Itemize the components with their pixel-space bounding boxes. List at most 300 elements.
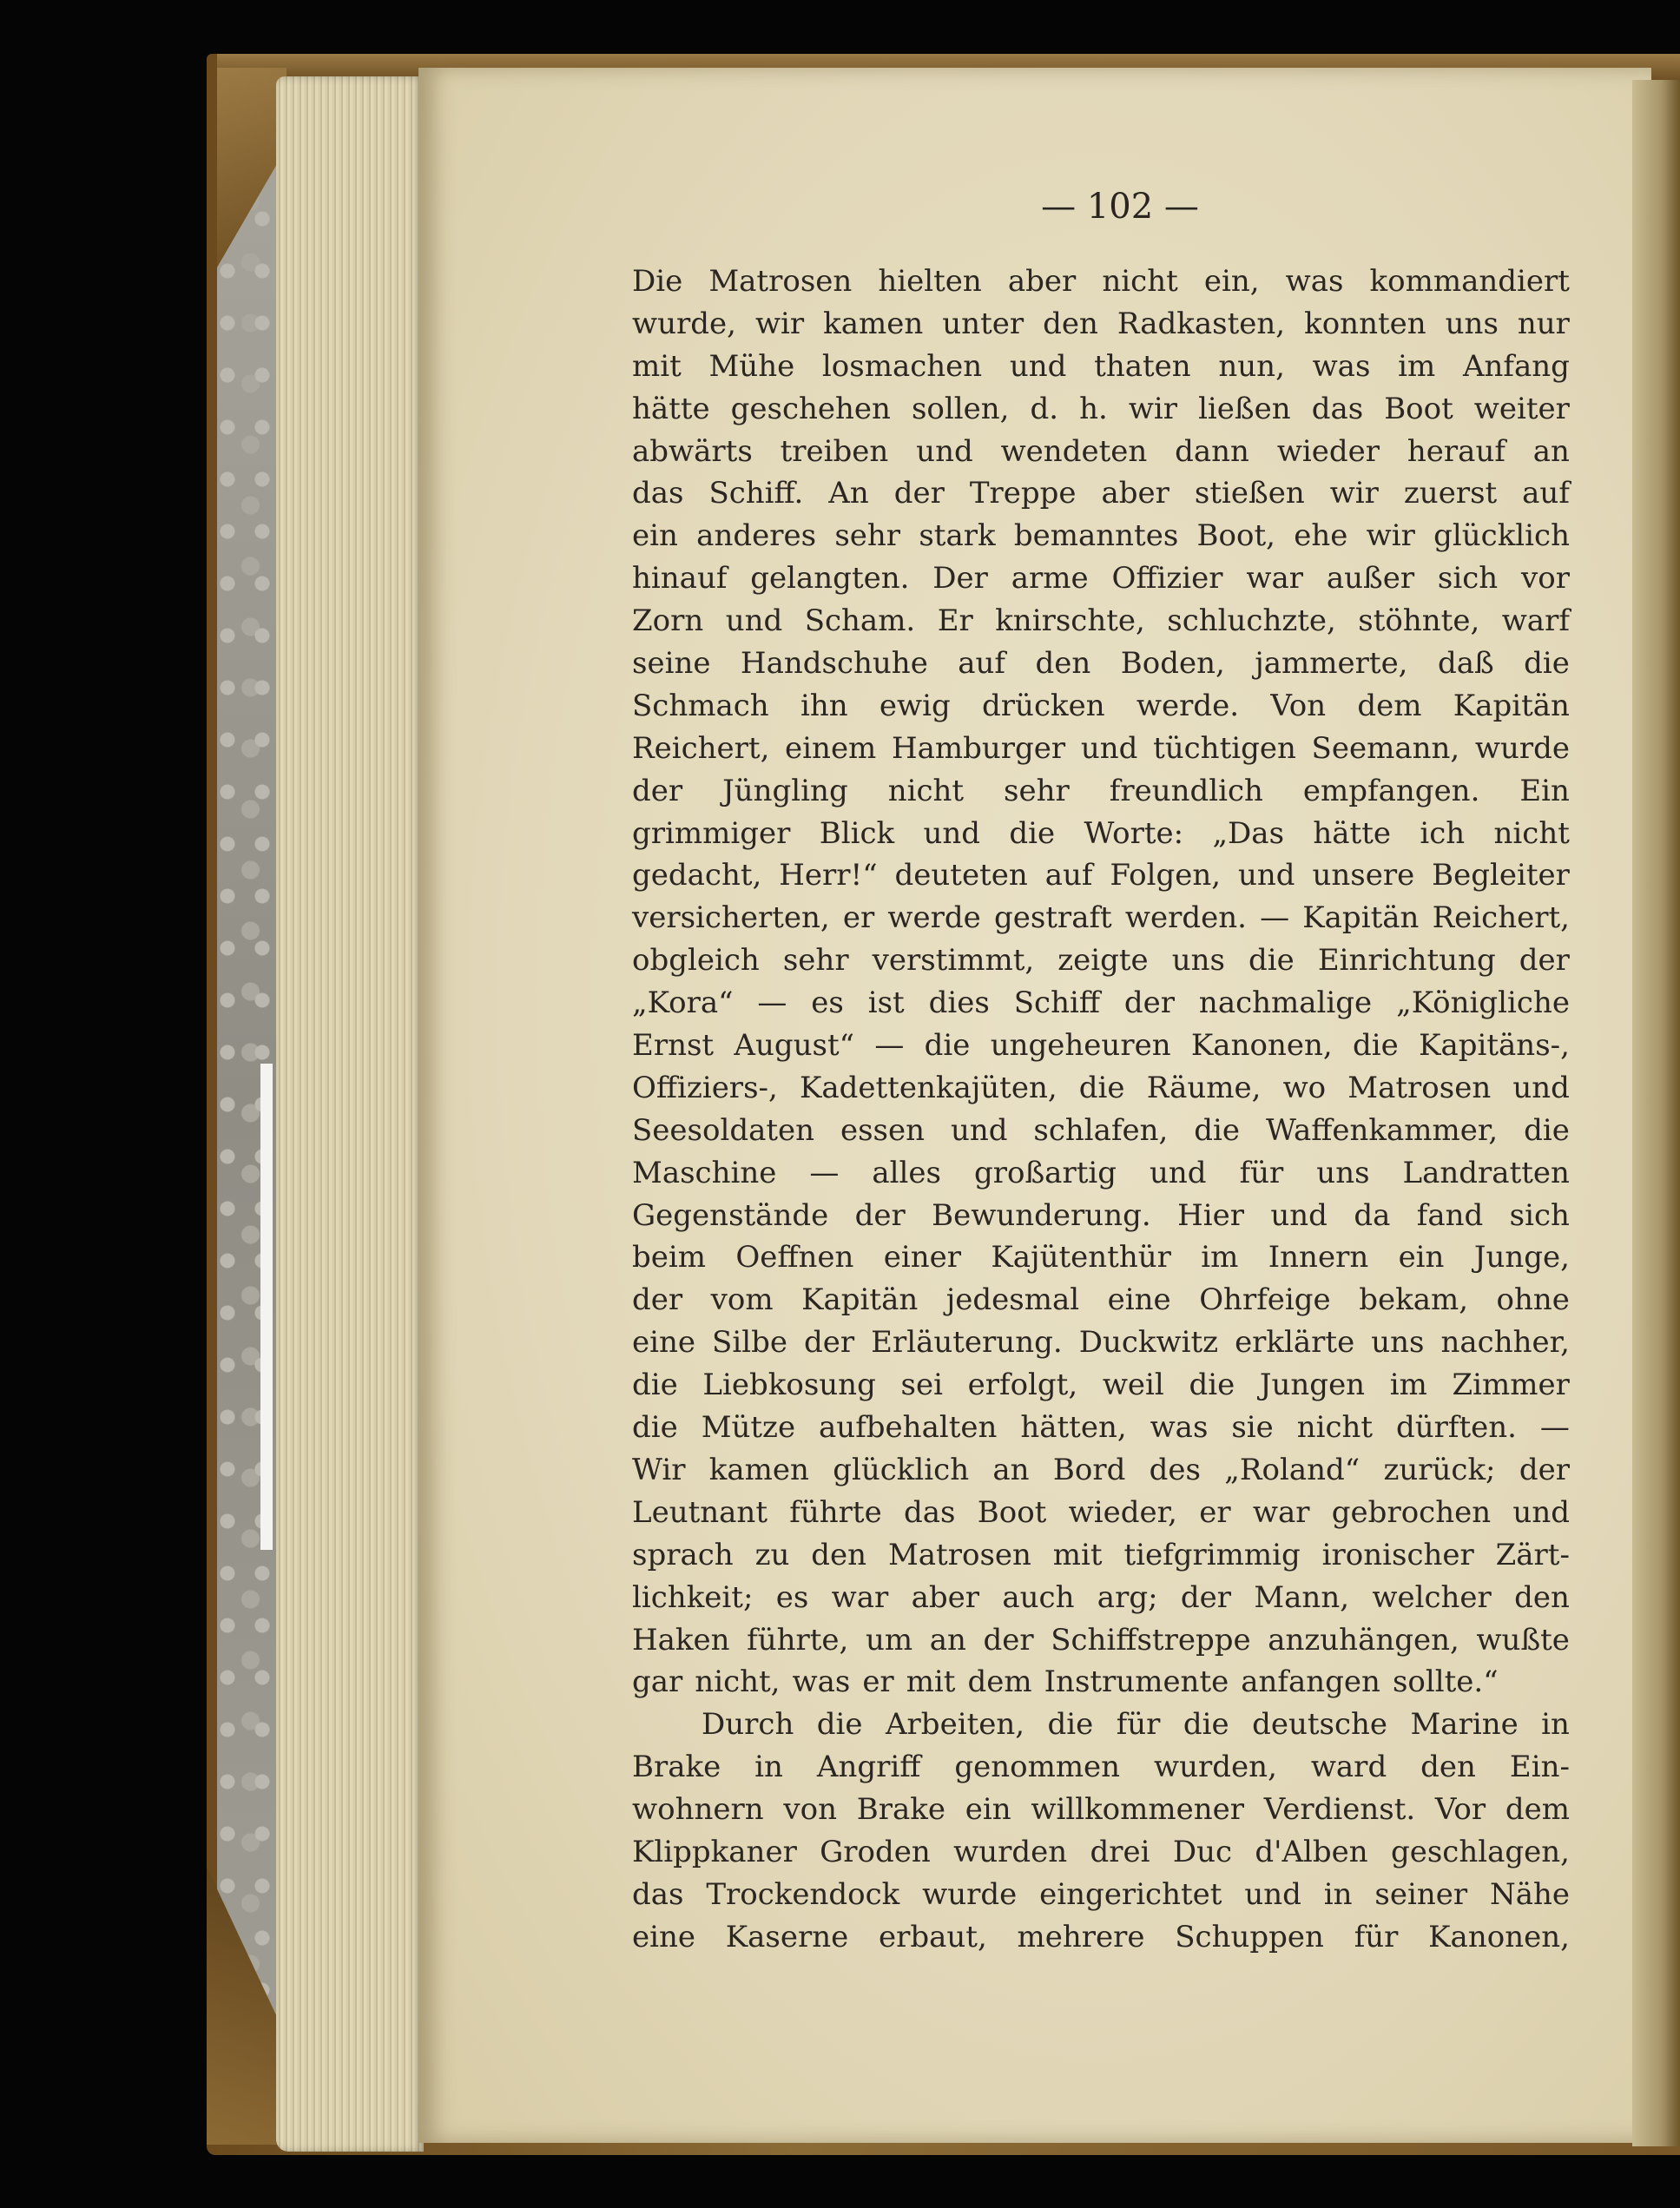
text-line (632, 1831, 1570, 1874)
word: d. (1030, 391, 1059, 426)
word: er (1199, 1494, 1231, 1530)
text-line (632, 1661, 1570, 1704)
word: nicht (1296, 1410, 1374, 1446)
word: für (1116, 1707, 1161, 1743)
word: sollen, (911, 391, 1010, 426)
word: einer (883, 1240, 962, 1275)
text-line (632, 1746, 1570, 1789)
word: Matrosen (1347, 1070, 1492, 1105)
word: die (1183, 1707, 1229, 1743)
word: August“ (734, 1028, 855, 1064)
word: sehr (834, 518, 901, 554)
text-line (632, 1874, 1570, 1916)
word: Zorn (632, 603, 704, 639)
word: an (929, 1622, 966, 1658)
word: das (632, 1876, 684, 1912)
word: was (1312, 348, 1371, 384)
word: es (811, 985, 844, 1021)
text-line (632, 1704, 1570, 1746)
word: Arbeiten, (886, 1707, 1025, 1743)
word: die (1189, 1368, 1235, 1403)
word: und (725, 603, 783, 639)
word: hielten (878, 264, 982, 299)
word: Kapitäns-, (1419, 1028, 1570, 1064)
word: Matrosen (708, 264, 853, 299)
word: wir (1329, 476, 1379, 511)
word: Brake (856, 1792, 945, 1828)
word: arg; (1097, 1579, 1158, 1615)
word: die (1524, 1112, 1570, 1148)
word: Erläuterung. (871, 1325, 1063, 1361)
word: der (632, 773, 683, 808)
word: im (1398, 348, 1436, 384)
word: Kapitän (801, 1282, 919, 1318)
word: vor (1521, 561, 1570, 596)
word: „Das (1212, 815, 1285, 851)
word: und (1009, 348, 1067, 384)
word: Leutnant (632, 1494, 768, 1530)
word: sich (1509, 1197, 1570, 1233)
text-line (632, 1916, 1570, 1959)
word: — (1539, 1410, 1570, 1446)
text-line (632, 303, 1570, 346)
word: glücklich (833, 1452, 970, 1487)
word: großartig (973, 1155, 1117, 1190)
word: drücken (982, 688, 1105, 723)
word: Durch (702, 1707, 794, 1743)
word: im (1201, 1240, 1239, 1275)
text-line (632, 431, 1570, 473)
word: von (783, 1792, 837, 1828)
word: und (916, 433, 973, 469)
word: zu (754, 1537, 790, 1572)
word: aber (1007, 264, 1077, 299)
text-line (632, 1322, 1570, 1364)
word: dem (1357, 688, 1422, 723)
word: Treppe (969, 476, 1077, 511)
word: dies (928, 985, 990, 1021)
word: nicht (1493, 815, 1570, 851)
word: Die (632, 264, 683, 299)
word: Radkasten, (1117, 306, 1286, 341)
text-line (632, 982, 1570, 1025)
word: Nähe (1489, 1876, 1570, 1912)
word: Ernst (632, 1028, 715, 1064)
word: hinauf (632, 561, 728, 596)
word: die (924, 1028, 971, 1064)
word: Innern (1268, 1240, 1369, 1275)
word: Räume, (1146, 1070, 1262, 1105)
word: weil (1102, 1368, 1164, 1403)
word: der (632, 1282, 683, 1318)
word: zeigte (1057, 943, 1149, 979)
word: Kapitän (1302, 900, 1420, 936)
word: anfangen (1241, 1664, 1380, 1700)
word: erklärte (1235, 1325, 1355, 1361)
word: empfangen. (1302, 773, 1480, 808)
word: beim (632, 1240, 706, 1275)
word: An (828, 476, 869, 511)
word: einem (785, 730, 877, 766)
word: ward (1310, 1750, 1387, 1785)
text-line (632, 643, 1570, 685)
word: wohnern (632, 1792, 764, 1828)
word: Ein- (1509, 1750, 1570, 1785)
word: die (632, 1368, 678, 1403)
word: unter (942, 306, 1024, 341)
word: mit (1052, 1537, 1103, 1572)
word: eine (632, 1919, 696, 1954)
word: Offizier (1111, 561, 1223, 596)
word: sehr (1004, 773, 1070, 808)
text-line (632, 1279, 1570, 1322)
word: ironischer (1321, 1537, 1474, 1572)
word: was (1150, 1410, 1209, 1446)
word: und (1080, 730, 1138, 766)
word: wendeten (1000, 433, 1148, 469)
word: welcher (1372, 1579, 1492, 1615)
word: den (1514, 1579, 1570, 1615)
word: Boden, (1120, 646, 1225, 682)
word: Anfang (1462, 348, 1570, 384)
word: Scham. (804, 603, 916, 639)
word: gar (632, 1664, 683, 1700)
word: Von (1270, 688, 1327, 723)
word: sollte.“ (1392, 1664, 1499, 1700)
word: thaten (1094, 348, 1191, 384)
word: ließen (1198, 391, 1291, 426)
word: nicht (887, 773, 965, 808)
word: werden. (1124, 900, 1247, 936)
word: er (842, 900, 875, 936)
word: der (983, 1622, 1034, 1658)
word: Landratten (1402, 1155, 1570, 1190)
word: ohne (1496, 1282, 1570, 1318)
word: die (1248, 943, 1295, 979)
text-line (632, 1492, 1570, 1534)
word: wo (1282, 1070, 1327, 1105)
word: uns (1445, 306, 1499, 341)
word: dürften. (1396, 1410, 1517, 1446)
word: des (1149, 1452, 1201, 1487)
word: ist (867, 985, 905, 1021)
word: treiben (780, 433, 889, 469)
word: nachmalige (1198, 985, 1373, 1021)
word: er (862, 1664, 894, 1700)
word: uns (1171, 943, 1225, 979)
word: arme (1011, 561, 1089, 596)
text-line (632, 1534, 1570, 1577)
word: Marine (1410, 1707, 1519, 1743)
word: dann (1175, 433, 1249, 469)
word: es (775, 1579, 809, 1615)
book-gutter (1632, 80, 1680, 2146)
word: anzuhängen, (1268, 1622, 1459, 1658)
text-line (632, 897, 1570, 939)
word: wir (1366, 518, 1415, 554)
word: uns (1316, 1155, 1370, 1190)
word: Einrichtung (1317, 943, 1496, 979)
word: stießen (1194, 476, 1305, 511)
word: und (1244, 1876, 1301, 1912)
word: fand (1416, 1197, 1484, 1233)
word: daß (1437, 646, 1494, 682)
word: das (1311, 391, 1364, 426)
word: Begleiter (1432, 858, 1570, 893)
word: aufbehalten (819, 1410, 998, 1446)
word: Hier (1177, 1197, 1244, 1233)
word: Seesoldaten (632, 1112, 815, 1148)
word: und (950, 1112, 1008, 1148)
word: Brake (632, 1750, 721, 1785)
word: willkommener (1031, 1792, 1245, 1828)
word: die (1047, 1707, 1094, 1743)
word: nicht (1102, 264, 1178, 299)
word: Jungen (1259, 1368, 1366, 1403)
word: und (923, 815, 981, 851)
word: Mann, (1254, 1579, 1350, 1615)
word: Angriff (816, 1750, 921, 1785)
word: der (1519, 1452, 1570, 1487)
word: Oeffnen (735, 1240, 854, 1275)
word: an (1532, 433, 1570, 469)
word: — (809, 1155, 840, 1190)
word: Kaserne (725, 1919, 849, 1954)
paper-slip (260, 1064, 273, 1550)
word: der (893, 476, 945, 511)
word: die (632, 1410, 678, 1446)
word: jedesmal (945, 1282, 1080, 1318)
word: sie (1231, 1410, 1274, 1446)
word: und (1150, 1155, 1207, 1190)
word: gebrochen (1331, 1494, 1492, 1530)
word: führte (789, 1494, 882, 1530)
text-line (632, 1236, 1570, 1279)
word: eingerichtet (1039, 1876, 1222, 1912)
word: Reichert, (1432, 900, 1570, 936)
word: die (1194, 1112, 1241, 1148)
word: das (903, 1494, 956, 1530)
text-line (632, 1364, 1570, 1407)
word: wir (1128, 391, 1178, 426)
word: Kajütenthür (991, 1240, 1171, 1275)
word: hätte (1313, 815, 1391, 851)
page-stack-edge (276, 76, 424, 2152)
word: für (1239, 1155, 1284, 1190)
word: dem (1505, 1792, 1570, 1828)
word: „Roland“ (1224, 1452, 1360, 1487)
word: auf (1044, 858, 1093, 893)
word: geschlagen, (1390, 1834, 1570, 1869)
word: abwärts (632, 433, 753, 469)
text-line (632, 600, 1570, 643)
word: Kanonen, (1190, 1028, 1333, 1064)
text-line (632, 1619, 1570, 1662)
word: uns (1371, 1325, 1425, 1361)
word: Silbe (712, 1325, 787, 1361)
word: ungeheuren (990, 1028, 1171, 1064)
word: Blick (819, 815, 895, 851)
word: d'Alben (1255, 1834, 1368, 1869)
word: stark (919, 518, 996, 554)
page-number: — 102 — (1041, 187, 1199, 227)
word: wurde (1474, 730, 1570, 766)
word: und (1512, 1070, 1570, 1105)
word: schlafen, (1033, 1112, 1169, 1148)
word: Duckwitz (1078, 1325, 1219, 1361)
word: Zimmer (1452, 1368, 1570, 1403)
text-line (632, 770, 1570, 813)
word: bemanntes (1013, 518, 1179, 554)
word: aber (911, 1579, 980, 1615)
word: ein, (1203, 264, 1260, 299)
word: den (1035, 646, 1091, 682)
word: der (1180, 1579, 1232, 1615)
word: in (754, 1750, 783, 1785)
word: kommandiert (1369, 264, 1570, 299)
word: Herr!“ (779, 858, 878, 893)
word: sprach (632, 1537, 734, 1572)
word: an (992, 1452, 1030, 1487)
word: Instrumente (1044, 1664, 1229, 1700)
word: in (1323, 1876, 1353, 1912)
word: Duc (1172, 1834, 1233, 1869)
word: stöhnte, (1358, 603, 1480, 639)
word: das (632, 476, 684, 511)
word: — (757, 985, 787, 1021)
word: Schuppen (1175, 1919, 1324, 1954)
word: die (1352, 1028, 1399, 1064)
word: — (1260, 900, 1290, 936)
word: sei (900, 1368, 943, 1403)
word: Schmach (632, 688, 769, 723)
word: Boot (1384, 391, 1453, 426)
word: ein (1398, 1240, 1445, 1275)
word: den (811, 1537, 867, 1572)
word: hätten, (1020, 1410, 1127, 1446)
word: der (803, 1325, 855, 1361)
text-line (632, 813, 1570, 855)
word: den (1043, 306, 1098, 341)
word: werde. (1136, 688, 1240, 723)
text-line (632, 260, 1570, 303)
word: weiter (1473, 391, 1570, 426)
word: nur (1517, 306, 1570, 341)
text-line (632, 1067, 1570, 1110)
word: unsere (1312, 858, 1415, 893)
word: Bord (1052, 1452, 1126, 1487)
text-block (632, 260, 1570, 1959)
word: Reichert, (632, 730, 770, 766)
word: Worte: (1084, 815, 1184, 851)
word: obgleich (632, 943, 760, 979)
word: ein (632, 518, 678, 554)
word: alles (872, 1155, 941, 1190)
word: glücklich (1433, 518, 1570, 554)
word: Seemann, (1311, 730, 1460, 766)
word: drei (1090, 1834, 1150, 1869)
word: schluchzte, (1167, 603, 1336, 639)
word: Jüngling (722, 773, 848, 808)
word: geschehen (730, 391, 891, 426)
word: Waffenkammer, (1265, 1112, 1499, 1148)
word: wurden, (1154, 1750, 1277, 1785)
word: Klippkaner (632, 1834, 797, 1869)
word: werde (887, 900, 981, 936)
word: auf (1522, 476, 1570, 511)
word: Haken (632, 1622, 730, 1658)
word: wieder, (1068, 1494, 1177, 1530)
word: wußte (1476, 1622, 1570, 1658)
word: Matrosen (887, 1537, 1031, 1572)
word: tiefgrimmig (1123, 1537, 1301, 1572)
word: Vor (1434, 1792, 1486, 1828)
word: wurde (922, 1876, 1018, 1912)
word: Verdienst. (1263, 1792, 1416, 1828)
text-line (632, 1110, 1570, 1152)
word: anderes (696, 518, 817, 554)
word: jammerte, (1255, 646, 1408, 682)
word: lichkeit; (632, 1579, 754, 1615)
word: seiner (1374, 1876, 1468, 1912)
word: den (1420, 1750, 1476, 1785)
word: Maschine (632, 1155, 777, 1190)
word: da (1354, 1197, 1391, 1233)
word: der (854, 1197, 906, 1233)
text-line (632, 685, 1570, 728)
word: Kadettenkajüten, (799, 1070, 1057, 1105)
word: die (1009, 815, 1056, 851)
word: ihn (800, 688, 848, 723)
word: die (1078, 1070, 1125, 1105)
word: wurden (953, 1834, 1068, 1869)
word: war (831, 1579, 889, 1615)
text-line (632, 1789, 1570, 1831)
word: nicht, (695, 1664, 781, 1700)
word: was (1285, 264, 1344, 299)
word: außer (1326, 561, 1415, 596)
word: wir (754, 306, 805, 341)
text-line (632, 1407, 1570, 1449)
word: was (792, 1664, 851, 1700)
word: vom (710, 1282, 774, 1318)
word: um (865, 1622, 913, 1658)
word: Ohrfeige (1199, 1282, 1331, 1318)
word: auf (958, 646, 1006, 682)
word: mit (906, 1664, 956, 1700)
word: die (1524, 646, 1570, 682)
word: Gegenstände (632, 1197, 829, 1233)
word: „Kora“ (632, 985, 734, 1021)
word: — (874, 1028, 905, 1064)
word: und (1512, 1494, 1570, 1530)
word: Der (932, 561, 988, 596)
word: deutsche (1252, 1707, 1388, 1743)
word: kamen (823, 306, 924, 341)
word: freundlich (1109, 773, 1263, 808)
word: Kapitän (1453, 688, 1570, 723)
text-line (632, 472, 1570, 515)
word: dem (967, 1664, 1032, 1700)
word: ehe (1294, 518, 1348, 554)
word: Schiffstreppe (1051, 1622, 1251, 1658)
word: versicherten, (632, 900, 830, 936)
word: bekam, (1359, 1282, 1469, 1318)
word: konnten (1304, 306, 1426, 341)
word: wurde, (632, 306, 736, 341)
word: Bewunderung. (932, 1197, 1151, 1233)
word: war (1246, 561, 1303, 596)
